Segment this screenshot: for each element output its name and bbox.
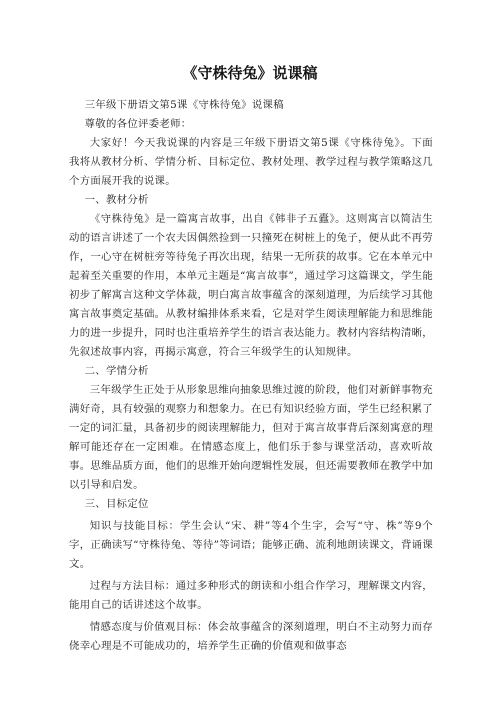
student-analysis-paragraph: 三年级学生正处于从形象思维向抽象思维过渡的阶段，他们对新鲜事物充满好奇，具有较强的观察力和想象力。在已有知识经验方面，学生已经积累了一定的词汇量，具备初步的阅读理解能力，但对于寓言故事背后深刻寓意的理解可能还存在一定困难。在情感态度上，他们乐于参与课堂活动，喜欢听故事。思维品质方面，他们的思维开始向逻辑性发展，但还需要教师在教学中加以引导和启发。 [69, 384, 433, 491]
section-heading-objectives: 三、目标定位 [84, 498, 149, 510]
textbook-analysis-paragraph: 《守株待兔》是一篇寓言故事，出自《韩非子五蠹》。这则寓言以简洁生动的语言讲述了一个农夫因偶然捡到一只撞死在树桩上的兔子，便从此不再劳作，一心守在树桩旁等待兔子再次出现，结果一无所获的故事。它在本单元中起着至关重要的作用，本单元主题是“寓言故事”，通过学习这篇课文，学生能初步了解寓言这种文学体裁，明白寓言故事蕴含的深刻道理，为后续学习其他寓言故事奠定基础。从教材编排体系来看，它是对学生阅读理解能力和思维能力的进一步提升，同时也注重培养学生的语言表达能力。教材内容结构清晰，先叙述故事内容，再揭示寓意，符合三年级学生的认知规律。 [69, 213, 434, 358]
process-method-objective: 过程与方法目标：通过多种形式的朗读和小组合作学习，理解课文内容，能用自己的话讲述这个故事。 [69, 580, 433, 611]
subtitle-line: 三年级下册语文第5课《守株待兔》说课稿 [84, 99, 284, 111]
section-heading-student-analysis: 二、学情分析 [84, 365, 149, 377]
document-title: 《守株待兔》说课稿 [182, 64, 318, 82]
intro-paragraph: 大家好！今天我说课的内容是三年级下册语文第5课《守株待兔》。下面我将从教材分析、学情分析、目标定位、教材处理、教学过程与教学策略这几个方面展开我的说课。 [69, 137, 433, 187]
emotion-value-objective: 情感态度与价值观目标：体会故事蕴含的深刻道理，明白不主动努力而存侥幸心理是不可能成功的，培养学生正确的价值观和做事态 [69, 621, 433, 652]
greeting-line: 尊敬的各位评委老师： [84, 118, 192, 130]
knowledge-skills-objective: 知识与技能目标：学生会认“宋、耕”等4个生字，会写“守、株”等9个字，正确读写“守株待兔、等待”等词语；能够正确、流利地朗读课文，背诵课文。 [69, 520, 434, 570]
section-heading-textbook-analysis: 一、教材分析 [84, 194, 149, 206]
document-body [69, 96, 433, 656]
